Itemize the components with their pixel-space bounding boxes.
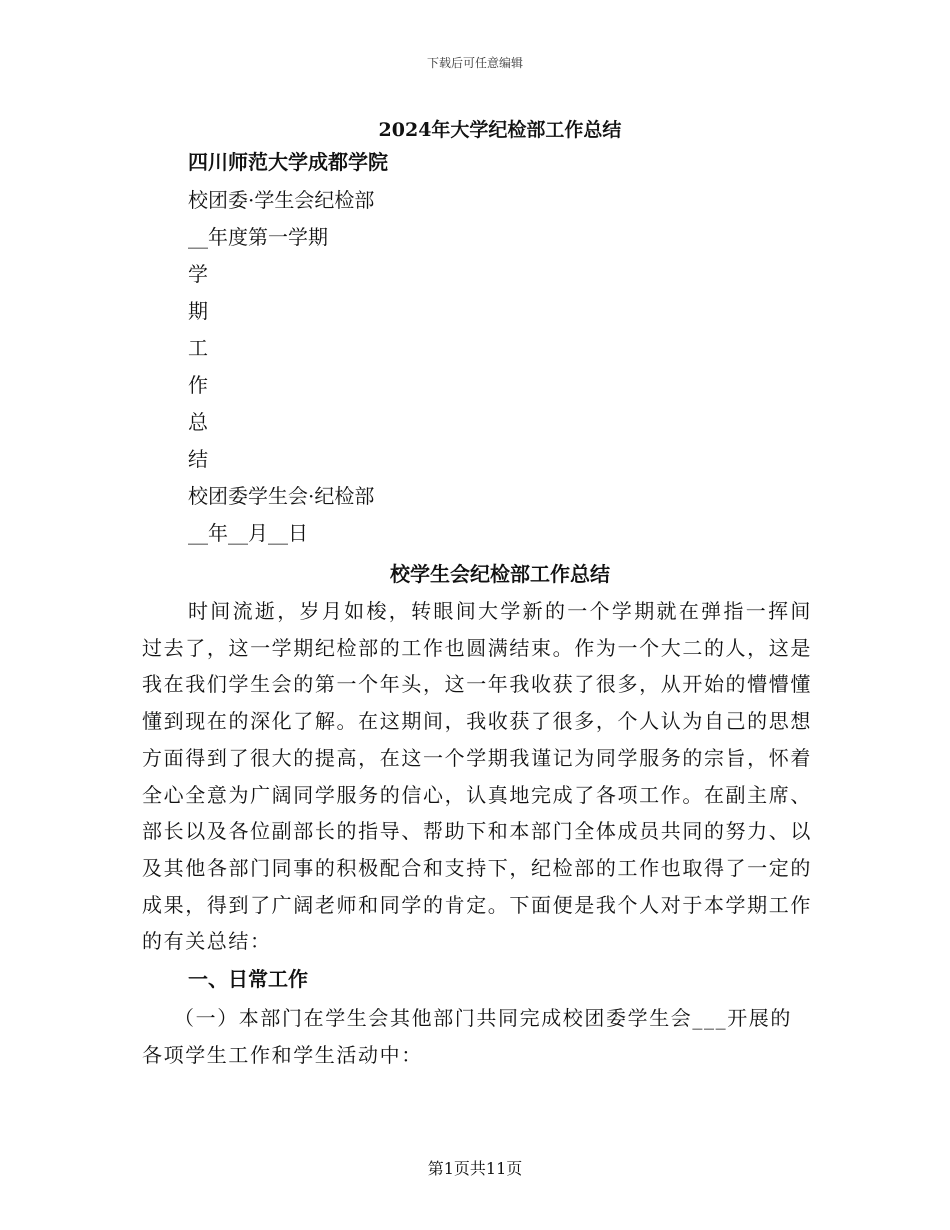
vertical-char: 作: [188, 373, 208, 397]
section-title: 校学生会纪检部工作总结: [390, 562, 610, 586]
vertical-char: 期: [188, 299, 208, 323]
section-heading: 一、日常工作: [188, 967, 308, 991]
vertical-char: 工: [188, 336, 208, 360]
vertical-char: 结: [188, 447, 208, 471]
paragraph-2: （一）本部门在学生会其他部门共同完成校团委学生会___开展的各项学生工作和学生活动中：: [142, 1006, 792, 1067]
school-name: 四川师范大学成都学院: [188, 150, 388, 174]
vertical-char: 学: [188, 262, 208, 286]
page-footer: 第1页共11页: [427, 1159, 523, 1178]
department-line-2: 校团委学生会·纪检部: [188, 484, 375, 508]
department-line: 校团委·学生会纪检部: [188, 188, 375, 212]
date-line: __年__月__日: [188, 521, 308, 545]
intro-paragraph: 时间流逝，岁月如梭，转眼间大学新的一个学期就在弹指一挥间过去了，这一学期纪检部的工作也圆满结束。作为一个大二的人，这是我在我们学生会的第一个年头，这一年我收获了很多，从开始的懵懵懂懂到现在的深化了解。在这期间，我收获了很多，个人认为自己的思想方面得到了很大的提高，在这一个学期我谨记为同学服务的宗旨，怀着全心全意为广阔同学服务的信心，认真地完成了各项工作。在副主席、部长以及各位副部长的指导、帮助下和本部门全体成员共同的努力、以及其他各部门同事的积极配合和支持下，纪检部的工作也取得了一定的成果，得到了广阔老师和同学的肯定。下面便是我个人对于本学期工作的有关总结：: [142, 599, 812, 954]
document-title: 2024年大学纪检部工作总结: [378, 119, 622, 141]
term-line: __年度第一学期: [188, 225, 328, 249]
vertical-char: 总: [188, 410, 208, 434]
header-note: 下载后可任意编辑: [426, 56, 523, 70]
